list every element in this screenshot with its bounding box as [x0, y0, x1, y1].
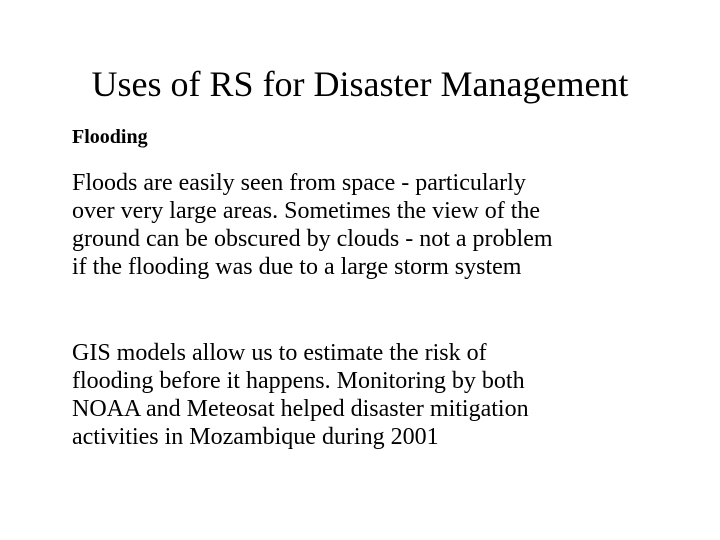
section-heading-flooding: Flooding	[72, 126, 148, 148]
paragraph-line: activities in Mozambique during 2001	[72, 424, 439, 450]
paragraph-line: flooding before it happens. Monitoring by both	[72, 368, 525, 394]
paragraph-line: NOAA and Meteosat helped disaster mitigation	[72, 396, 529, 422]
paragraph-line: ground can be obscured by clouds - not a problem	[72, 226, 553, 252]
paragraph-floods-from-space	[72, 169, 672, 281]
paragraph-line: GIS models allow us to estimate the risk of	[72, 340, 487, 366]
slide-title: Uses of RS for Disaster Management	[91, 64, 629, 104]
paragraph-line: Floods are easily seen from space - particularly	[72, 170, 526, 196]
paragraph-line: over very large areas. Sometimes the view of the	[72, 198, 541, 224]
paragraph-line: if the flooding was due to a large storm system	[72, 254, 522, 280]
paragraph-gis-models	[72, 339, 672, 451]
